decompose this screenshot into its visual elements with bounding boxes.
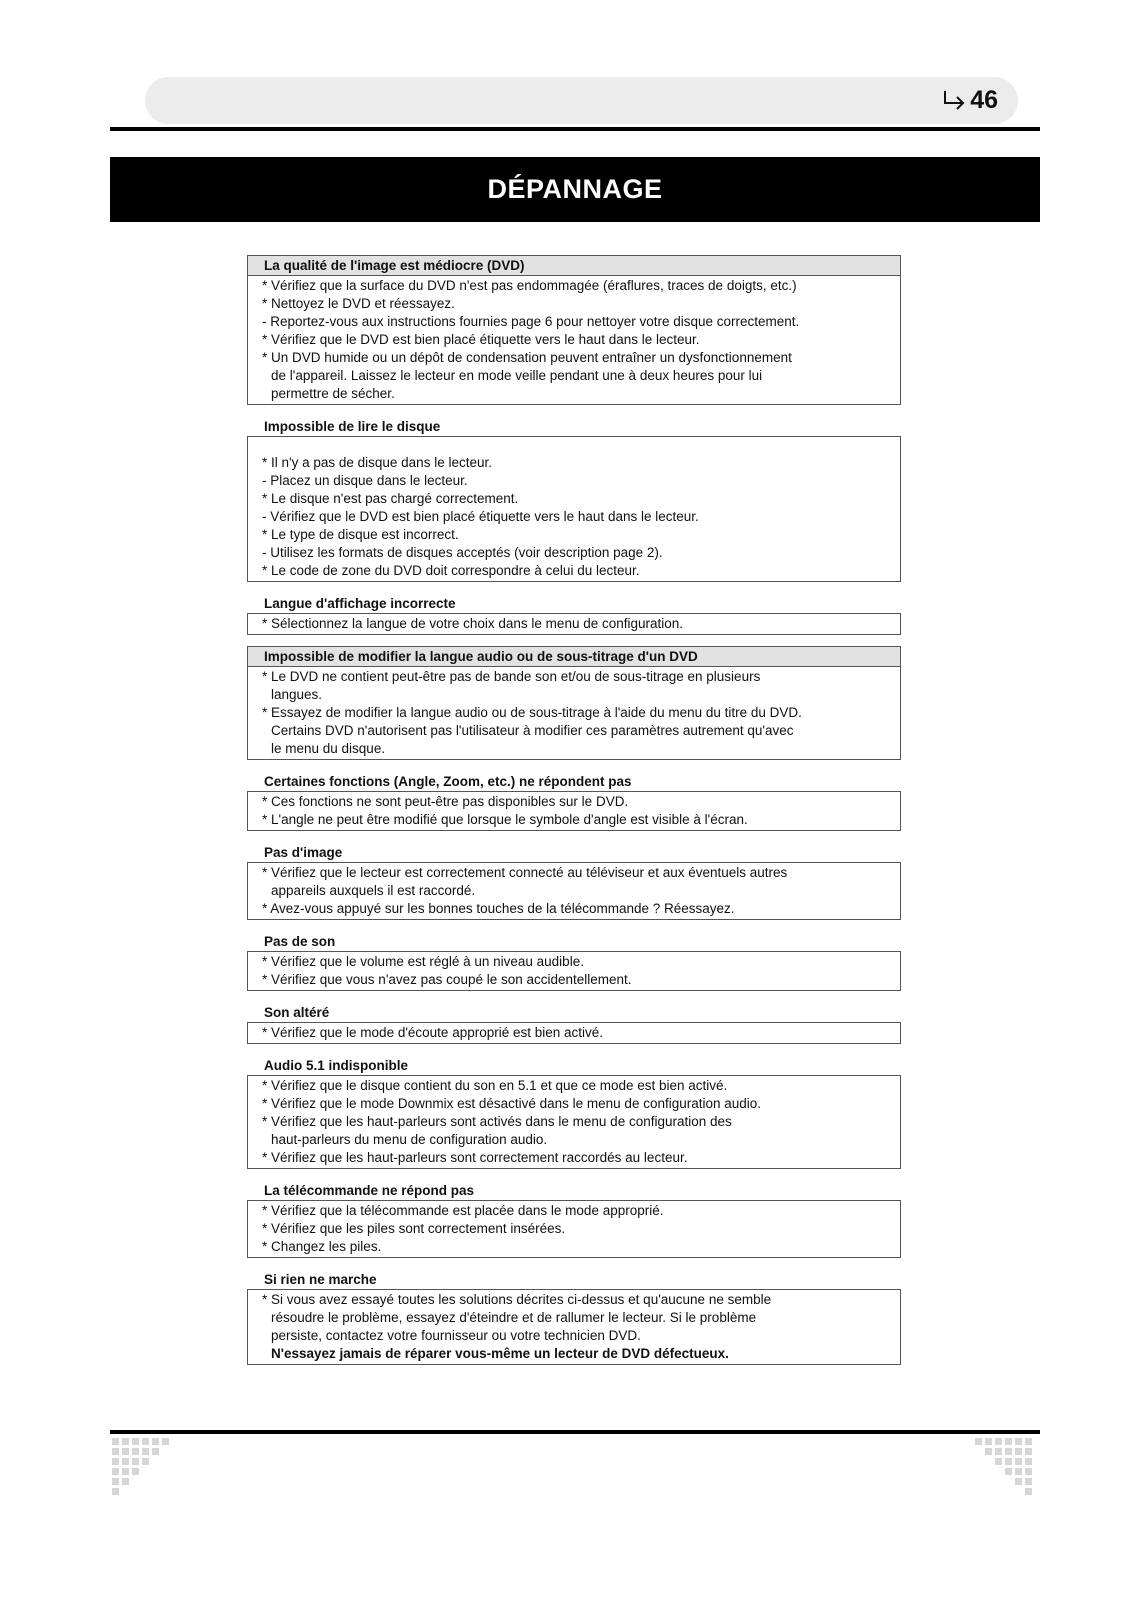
header-bar xyxy=(145,77,1018,124)
troubleshooting-section xyxy=(247,771,901,831)
decor-dot xyxy=(142,1448,149,1455)
decor-dot xyxy=(1025,1468,1032,1475)
decor-dot xyxy=(112,1478,119,1485)
decor-dot xyxy=(122,1438,129,1445)
section-line: * Le DVD ne contient peut-être pas de bande son et/ou de sous-titrage en plusieurs xyxy=(262,669,761,684)
decor-dot xyxy=(1005,1468,1012,1475)
section-body xyxy=(247,1075,901,1169)
troubleshooting-section xyxy=(247,416,901,582)
section-line: permettre de sécher. xyxy=(271,386,395,401)
section-body xyxy=(247,1200,901,1258)
section-title: Audio 5.1 indisponible xyxy=(264,1058,409,1073)
section-line: * Sélectionnez la langue de votre choix dans le menu de configuration. xyxy=(262,616,684,631)
dot-pattern-right xyxy=(975,1438,1035,1505)
section-line: * Un DVD humide ou un dépôt de condensation peuvent entraîner un dysfonctionnement xyxy=(262,350,792,365)
section-line: * Ces fonctions ne sont peut-être pas disponibles sur le DVD. xyxy=(262,794,629,809)
section-line: * L'angle ne peut être modifié que lorsque le symbole d'angle est visible à l'écran. xyxy=(262,812,748,827)
decor-dot xyxy=(132,1468,139,1475)
section-line: - Vérifiez que le DVD est bien placé étiquette vers le haut dans le lecteur. xyxy=(262,509,699,524)
troubleshooting-section xyxy=(247,1002,901,1044)
decor-dot xyxy=(132,1458,139,1465)
section-body xyxy=(247,791,901,831)
decor-dot xyxy=(1005,1458,1012,1465)
section-line: * Vérifiez que le mode d'écoute approprié est bien activé. xyxy=(262,1025,604,1040)
section-body xyxy=(247,613,901,635)
decor-dot xyxy=(1015,1458,1022,1465)
section-line: * Vérifiez que le disque contient du son en 5.1 et que ce mode est bien activé. xyxy=(262,1078,728,1093)
section-line: * Vérifiez que les haut-parleurs sont correctement raccordés au lecteur. xyxy=(262,1150,688,1165)
section-line: * Si vous avez essayé toutes les solutions décrites ci-dessus et qu'aucune ne semble xyxy=(262,1292,772,1307)
section-line: * Vérifiez que le volume est réglé à un niveau audible. xyxy=(262,954,584,969)
section-title: Pas d'image xyxy=(264,845,343,860)
section-line: * Le code de zone du DVD doit correspondre à celui du lecteur. xyxy=(262,563,640,578)
section-title: Certaines fonctions (Angle, Zoom, etc.) ne répondent pas xyxy=(264,774,632,789)
section-line: * Vérifiez que la télécommande est placée dans le mode approprié. xyxy=(262,1203,664,1218)
decor-dot xyxy=(142,1458,149,1465)
section-body xyxy=(247,666,901,760)
decor-dot xyxy=(112,1468,119,1475)
section-line: * Il n'y a pas de disque dans le lecteur. xyxy=(262,455,492,470)
decor-dot xyxy=(122,1448,129,1455)
dot-pattern-left xyxy=(112,1438,172,1505)
section-line: * Essayez de modifier la langue audio ou de sous-titrage à l'aide du menu du titre du DVD. xyxy=(262,705,802,720)
decor-dot xyxy=(122,1478,129,1485)
section-line: - Utilisez les formats de disques acceptés (voir description page 2). xyxy=(262,545,663,560)
section-line: persiste, contactez votre fournisseur ou votre technicien DVD. xyxy=(271,1328,641,1343)
troubleshooting-section xyxy=(247,1180,901,1258)
section-line: - Placez un disque dans le lecteur. xyxy=(262,473,468,488)
arrow-hook-right-icon xyxy=(942,89,968,113)
decor-dot xyxy=(1005,1438,1012,1445)
top-rule xyxy=(110,127,1040,131)
troubleshooting-section xyxy=(247,931,901,991)
decor-dot xyxy=(112,1438,119,1445)
section-line: * Le type de disque est incorrect. xyxy=(262,527,459,542)
section-body xyxy=(247,1289,901,1365)
section-line: - Reportez-vous aux instructions fournies page 6 pour nettoyer votre disque correctement. xyxy=(262,314,800,329)
troubleshooting-section xyxy=(247,842,901,920)
section-title: Pas de son xyxy=(264,934,336,949)
section-line: Certains DVD n'autorisent pas l'utilisateur à modifier ces paramètres autrement qu'avec xyxy=(271,723,794,738)
bottom-rule xyxy=(110,1430,1040,1434)
section-line: * Vérifiez que les haut-parleurs sont activés dans le menu de configuration des xyxy=(262,1114,732,1129)
section-title: Impossible de modifier la langue audio ou de sous-titrage d'un DVD xyxy=(247,646,901,666)
section-line: haut-parleurs du menu de configuration audio. xyxy=(271,1132,548,1147)
section-line: * Nettoyez le DVD et réessayez. xyxy=(262,296,455,311)
decor-dot xyxy=(112,1488,119,1495)
section-line: * Le disque n'est pas chargé correctement. xyxy=(262,491,519,506)
section-body xyxy=(247,862,901,920)
decor-dot xyxy=(142,1438,149,1445)
section-line: * Vérifiez que la surface du DVD n'est pas endommagée (éraflures, traces de doigts, etc.) xyxy=(262,278,797,293)
section-line: * Vérifiez que le DVD est bien placé étiquette vers le haut dans le lecteur. xyxy=(262,332,700,347)
section-line: appareils auxquels il est raccordé. xyxy=(271,883,476,898)
page-number xyxy=(942,86,998,115)
decor-dot xyxy=(132,1448,139,1455)
troubleshooting-section xyxy=(247,646,901,760)
decor-dot xyxy=(995,1448,1002,1455)
section-line: langues. xyxy=(271,687,323,702)
section-line: * Vérifiez que le lecteur est correctement connecté au téléviseur et aux éventuels autres xyxy=(262,865,788,880)
decor-dot xyxy=(1015,1468,1022,1475)
section-body xyxy=(247,951,901,991)
section-body xyxy=(247,436,901,582)
section-line: N'essayez jamais de réparer vous-même un lecteur de DVD défectueux. xyxy=(271,1346,729,1361)
decor-dot xyxy=(162,1438,169,1445)
decor-dot xyxy=(985,1448,992,1455)
decor-dot xyxy=(152,1438,159,1445)
section-title: La télécommande ne répond pas xyxy=(264,1183,475,1198)
troubleshooting-section xyxy=(247,593,901,635)
decor-dot xyxy=(995,1458,1002,1465)
decor-dot xyxy=(1025,1448,1032,1455)
decor-dot xyxy=(1025,1458,1032,1465)
section-title: Son altéré xyxy=(264,1005,330,1020)
troubleshooting-section xyxy=(247,1055,901,1169)
decor-dot xyxy=(975,1438,982,1445)
decor-dot xyxy=(152,1448,159,1455)
section-title: Langue d'affichage incorrecte xyxy=(264,596,456,611)
troubleshooting-list xyxy=(247,255,901,1376)
decor-dot xyxy=(1025,1478,1032,1485)
decor-dot xyxy=(995,1438,1002,1445)
decor-dot xyxy=(1025,1488,1032,1495)
decor-dot xyxy=(112,1458,119,1465)
decor-dot xyxy=(1015,1448,1022,1455)
decor-dot xyxy=(122,1458,129,1465)
section-line: de l'appareil. Laissez le lecteur en mode veille pendant une à deux heures pour lui xyxy=(271,368,763,383)
decor-dot xyxy=(1015,1478,1022,1485)
section-body xyxy=(247,1022,901,1044)
section-line: résoudre le problème, essayez d'éteindre et de rallumer le lecteur. Si le problème xyxy=(271,1310,757,1325)
section-body xyxy=(247,275,901,405)
page-title: DÉPANNAGE xyxy=(110,157,1040,222)
troubleshooting-section xyxy=(247,1269,901,1365)
decor-dot xyxy=(1025,1438,1032,1445)
section-title: Impossible de lire le disque xyxy=(264,419,441,434)
section-line: * Avez-vous appuyé sur les bonnes touches de la télécommande ? Réessayez. xyxy=(262,901,735,916)
page-number-text: 46 xyxy=(970,86,998,114)
troubleshooting-section xyxy=(247,255,901,405)
decor-dot xyxy=(1015,1438,1022,1445)
section-line: le menu du disque. xyxy=(271,741,386,756)
section-line: * Vérifiez que vous n'avez pas coupé le son accidentellement. xyxy=(262,972,632,987)
section-title: La qualité de l'image est médiocre (DVD) xyxy=(247,255,901,275)
section-title: Si rien ne marche xyxy=(264,1272,377,1287)
section-line: * Vérifiez que le mode Downmix est désactivé dans le menu de configuration audio. xyxy=(262,1096,762,1111)
decor-dot xyxy=(112,1448,119,1455)
decor-dot xyxy=(1005,1448,1012,1455)
section-line: * Changez les piles. xyxy=(262,1239,382,1254)
decor-dot xyxy=(985,1438,992,1445)
decor-dot xyxy=(132,1438,139,1445)
section-line: * Vérifiez que les piles sont correctement insérées. xyxy=(262,1221,566,1236)
decor-dot xyxy=(122,1468,129,1475)
